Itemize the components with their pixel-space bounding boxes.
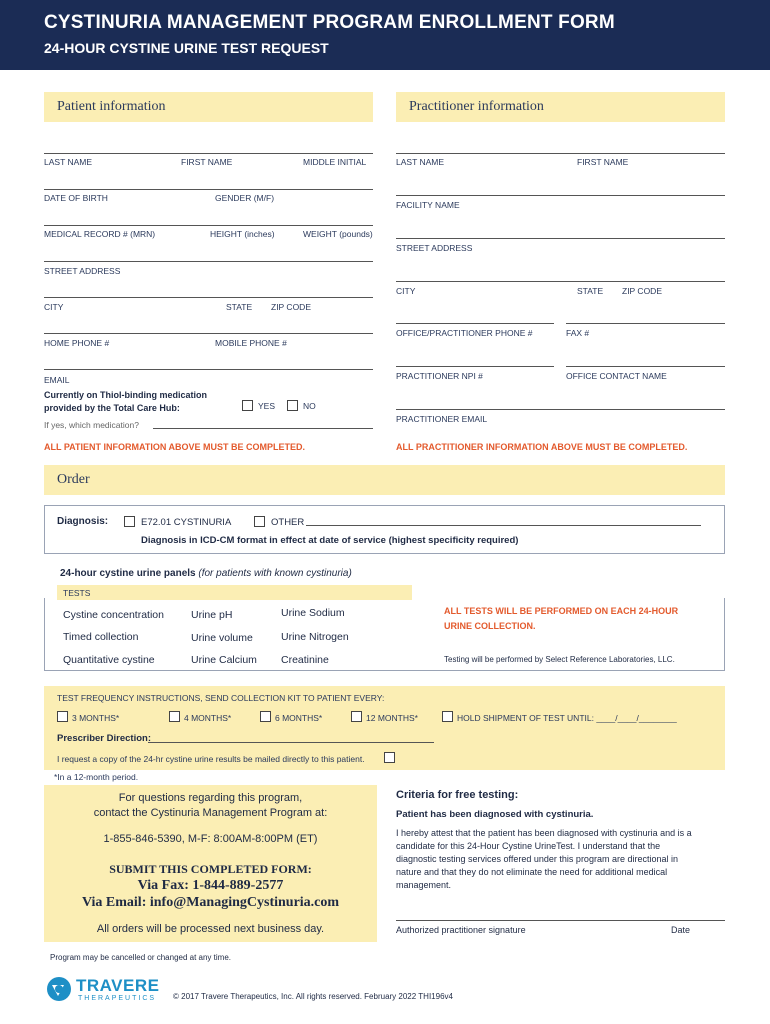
dx-note: Diagnosis in ICD-CM format in effect at date of service (highest specificity required) (141, 535, 519, 546)
patient-street-line[interactable] (44, 261, 373, 262)
contact-question-2: contact the Cystinuria Management Program at: (93, 807, 328, 819)
form-title: CYSTINURIA MANAGEMENT PROGRAM ENROLLMENT FORM (44, 12, 615, 33)
processed-note: All orders will be processed next business day. (96, 923, 325, 935)
freq-3-months-label: 3 MONTHS* (72, 713, 120, 723)
copyright: © 2017 Travere Therapeutics, Inc. All rights reserved. February 2022 THI196v4 (173, 992, 453, 1001)
patient-middle-initial-label: MIDDLE INITIAL (303, 157, 367, 167)
patient-mobile-phone-label: MOBILE PHONE # (215, 338, 287, 348)
form-header (0, 0, 770, 70)
prac-email-line[interactable] (396, 409, 725, 410)
order-title: Order (57, 472, 90, 487)
thiol-question-line-2: provided by the Total Care Hub: (44, 403, 180, 413)
panels-note: (for patients with known cystinuria) (198, 568, 352, 579)
test-timed-collection: Timed collection (63, 631, 139, 643)
thiol-no-checkbox[interactable] (287, 400, 298, 411)
dx-other-checkbox[interactable] (254, 516, 265, 527)
lab-note: Testing will be performed by Select Reference Laboratories, LLC. (444, 655, 675, 664)
patient-name-line[interactable] (44, 153, 373, 154)
dx-other-line[interactable] (306, 525, 701, 526)
attest-line-1: I hereby attest that the patient has been diagnosed with cystinuria and is a (396, 828, 692, 838)
test-quantitative-cystine: Quantitative cystine (63, 654, 155, 666)
tests-header: TESTS (63, 588, 91, 598)
date-label: Date (671, 925, 691, 935)
panels-title: 24-hour cystine urine panels (60, 568, 196, 579)
copy-request-label: I request a copy of the 24-hr cystine urine results be mailed directly to this patient. (57, 754, 365, 764)
attest-line-5: management. (396, 880, 452, 890)
form-subtitle: 24-HOUR CYSTINE URINE TEST REQUEST (44, 40, 329, 56)
which-medication-label: If yes, which medication? (44, 420, 139, 430)
dx-cystinuria-label: E72.01 CYSTINURIA (141, 517, 232, 528)
signature-label: Authorized practitioner signature (396, 925, 526, 935)
patient-first-name-label: FIRST NAME (181, 157, 233, 167)
freq-6-months-checkbox[interactable] (260, 711, 271, 722)
attest-line-2: candidate for this 24-Hour Cystine UrineTest. I understand that the (396, 841, 661, 851)
diagnosis-box (44, 505, 725, 554)
test-urine-nitrogen: Urine Nitrogen (281, 631, 349, 643)
which-medication-line[interactable] (153, 428, 373, 429)
patient-weight-label: WEIGHT (pounds) (303, 229, 373, 239)
patient-mrn-label: MEDICAL RECORD # (MRN) (44, 229, 156, 239)
patient-state-label: STATE (226, 302, 253, 312)
submit-form-heading: SUBMIT THIS COMPLETED FORM: (109, 862, 312, 876)
diagnosis-label: Diagnosis: (57, 516, 109, 527)
prac-npi-label: PRACTITIONER NPI # (396, 371, 483, 381)
patient-mrn-line[interactable] (44, 225, 373, 226)
freq-6-months-label: 6 MONTHS* (275, 713, 323, 723)
test-urine-sodium: Urine Sodium (281, 607, 345, 619)
travere-logo-icon (46, 976, 72, 1002)
prac-street-line[interactable] (396, 238, 725, 239)
dx-cystinuria-checkbox[interactable] (124, 516, 135, 527)
prac-last-name-label: LAST NAME (396, 157, 445, 167)
prac-name-line[interactable] (396, 153, 725, 154)
dx-other-label: OTHER (271, 517, 305, 528)
patient-email-line[interactable] (44, 369, 373, 370)
all-tests-note-1: ALL TESTS WILL BE PERFORMED ON EACH 24-HOUR (444, 606, 679, 616)
prac-phone-line[interactable] (396, 323, 554, 324)
prac-zip-label: ZIP CODE (622, 286, 662, 296)
patient-phone-line[interactable] (44, 333, 373, 334)
freq-12-months-checkbox[interactable] (351, 711, 362, 722)
prac-facility-label: FACILITY NAME (396, 200, 460, 210)
travere-logo-subtext: THERAPEUTICS (78, 995, 157, 1002)
test-creatinine: Creatinine (281, 654, 329, 666)
prac-street-label: STREET ADDRESS (396, 243, 473, 253)
order-band (44, 465, 725, 495)
freq-4-months-label: 4 MONTHS* (184, 713, 232, 723)
travere-logo-text: TRAVERE (76, 976, 160, 995)
patient-last-name-label: LAST NAME (44, 157, 93, 167)
prac-first-name-label: FIRST NAME (577, 157, 629, 167)
test-urine-calcium: Urine Calcium (191, 654, 257, 666)
footnote: *In a 12-month period. (54, 772, 139, 782)
prescriber-direction-label: Prescriber Direction: (57, 733, 151, 744)
patient-zip-label: ZIP CODE (271, 302, 311, 312)
thiol-no-label: NO (303, 401, 316, 411)
practitioner-info-title: Practitioner information (409, 99, 544, 114)
patient-info-title: Patient information (57, 99, 166, 114)
patient-warning: ALL PATIENT INFORMATION ABOVE MUST BE COMPLETED. (44, 442, 305, 452)
patient-email-label: EMAIL (44, 375, 70, 385)
thiol-question-line-1: Currently on Thiol-binding medication (44, 390, 207, 400)
submit-email[interactable]: Via Email: info@ManagingCystinuria.com (81, 895, 340, 910)
freq-3-months-checkbox[interactable] (57, 711, 68, 722)
copy-request-checkbox[interactable] (384, 752, 395, 763)
patient-dob-label: DATE OF BIRTH (44, 193, 108, 203)
thiol-yes-checkbox[interactable] (242, 400, 253, 411)
frequency-title: TEST FREQUENCY INSTRUCTIONS, SEND COLLECTION KIT TO PATIENT EVERY: (57, 693, 385, 703)
patient-gender-label: GENDER (M/F) (215, 193, 275, 203)
attest-line-4: nature and that they do not eliminate the need for additional medical (396, 867, 668, 877)
prac-phone-label: OFFICE/PRACTITIONER PHONE # (396, 328, 533, 338)
prac-city-label: CITY (396, 286, 416, 296)
patient-height-label: HEIGHT (inches) (210, 229, 275, 239)
patient-street-label: STREET ADDRESS (44, 266, 121, 276)
freq-4-months-checkbox[interactable] (169, 711, 180, 722)
hold-shipment-label: HOLD SHIPMENT OF TEST UNTIL: ____/____/________ (457, 713, 677, 723)
test-urine-ph: Urine pH (191, 609, 233, 621)
contact-question-1: For questions regarding this program, (118, 792, 303, 804)
prac-npi-line[interactable] (396, 366, 554, 367)
prac-fax-line[interactable] (566, 323, 725, 324)
thiol-yes-label: YES (258, 401, 276, 411)
submit-fax[interactable]: Via Fax: 1-844-889-2577 (137, 878, 284, 893)
prac-contact-label: OFFICE CONTACT NAME (566, 371, 667, 381)
cancel-note: Program may be cancelled or changed at any time. (50, 953, 231, 962)
prac-fax-label: FAX # (566, 328, 590, 338)
criteria-diagnosed: Patient has been diagnosed with cystinuria. (396, 809, 594, 820)
prac-contact-line[interactable] (566, 366, 725, 367)
prac-facility-line[interactable] (396, 195, 725, 196)
all-tests-note-2: URINE COLLECTION. (444, 621, 536, 631)
test-cystine-concentration: Cystine concentration (63, 609, 164, 621)
patient-dob-line[interactable] (44, 189, 373, 190)
prac-state-label: STATE (577, 286, 604, 296)
patient-city-line[interactable] (44, 297, 373, 298)
test-urine-volume: Urine volume (191, 632, 253, 644)
practitioner-warning: ALL PRACTITIONER INFORMATION ABOVE MUST BE COMPLETED. (396, 442, 688, 452)
freq-12-months-label: 12 MONTHS* (366, 713, 418, 723)
prac-city-line[interactable] (396, 281, 725, 282)
signature-line[interactable] (396, 920, 725, 921)
attest-line-3: diagnostic testing services offered under this program are directional in (396, 854, 678, 864)
hold-shipment-checkbox[interactable] (442, 711, 453, 722)
prescriber-direction-line[interactable] (148, 742, 434, 743)
contact-phone[interactable]: 1-855-846-5390, M-F: 8:00AM-8:00PM (ET) (103, 833, 318, 845)
prac-email-label: PRACTITIONER EMAIL (396, 414, 488, 424)
patient-home-phone-label: HOME PHONE # (44, 338, 110, 348)
criteria-title: Criteria for free testing: (396, 789, 519, 801)
patient-city-label: CITY (44, 302, 64, 312)
panels-title-row (60, 568, 352, 579)
